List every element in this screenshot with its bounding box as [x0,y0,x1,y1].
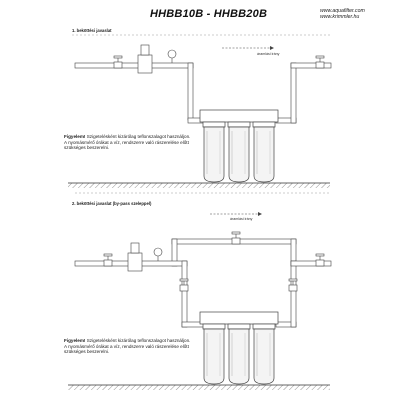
page-title: HHBB10B - HHBB20B [150,8,268,20]
section-1-pressure-reducer [138,45,152,73]
website-link-1[interactable]: www.aquafilter.com [320,8,365,14]
section-2-flow-arrow [210,212,262,216]
section-2-note-lead: Figyelem! [64,338,86,343]
section-1-label: 1. beköttési javaslat [72,28,112,33]
section-1-outlet-valve [316,56,324,68]
section-1-flow-label: áramlási irány [257,52,280,56]
section-1-note-lead: Figyelem! [64,134,86,139]
section-1-note-text: Szigetelésként kizárólag teflonszalagot használjon. A nyomásmérő órákat a víz, rendszerre való rászerelése előtt szükséges beszerelni. [64,134,191,151]
section-1-filter-housing-1 [203,122,225,182]
section-2-pressure-reducer [128,243,142,271]
section-1-outlet-pipe [276,63,331,123]
section-2-pressure-gauge [154,248,162,261]
section-1-diagram [68,35,331,193]
section-2-filter-head [200,312,278,324]
section-2-filter-housing-1 [203,324,225,384]
section-2-floor [68,385,330,390]
section-2-outlet-pipe [276,261,331,327]
section-2-inlet-pipe [75,261,218,327]
website-link-2[interactable]: www.krimmler.hu [320,14,360,20]
section-2-filter-inlet-valve [180,279,188,291]
section-2-filter-outlet-valve [289,279,297,291]
section-1-filter-housing-3 [253,122,275,182]
section-1-filter-housing-2 [228,122,250,182]
section-2-outlet-valve [316,254,324,266]
section-2-flow-label: áramlási irány [230,217,253,221]
section-2-filter-housing-3 [253,324,275,384]
section-1-flow-arrow [222,46,274,50]
section-1-floor [68,183,330,188]
section-1-inlet-valve [114,56,122,68]
section-2-label: 2. beköttési javaslat (by-pass szeleppel) [72,201,152,206]
section-2-diagram [68,212,331,390]
section-1-filter-head [200,110,278,122]
section-2-bypass-valve [232,232,240,244]
section-2-inlet-valve [104,254,112,266]
section-2-note-text: Szigetelésként kizárólag teflonszalagot használjon. A nyomásmérő órákat a víz, rendszerre való rászerelése előtt szükséges beszerelni. [64,338,191,355]
section-2-filter-housing-2 [228,324,250,384]
section-1-pressure-gauge [168,50,176,63]
